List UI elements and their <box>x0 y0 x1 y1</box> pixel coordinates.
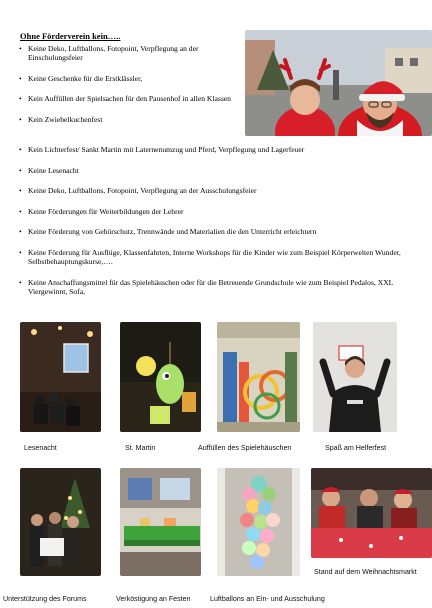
bullet-list-full <box>19 145 419 308</box>
caption-verkoestigung: Verköstigung an Festen <box>116 595 191 603</box>
list-item: • Keine Förderung für Ausflüge, Klassenfahrten, Interne Workshops für die Kinder wie zum Beispiel Körperwelten Wunder, Selbstbehauptungskurse,…. <box>19 248 419 266</box>
list-item: • Keine Anschaffungsmittel für das Spielehäuschen oder für die Betreuende Grundschule wie zum Beispiel Pedalos, XXL Viergewinnt, Sofa, <box>19 278 419 296</box>
caption-spielehaeuschen: Auffüllen des Spielehäuschen <box>198 444 292 452</box>
list-item: • Keine Geschenke für die Erstklässler, <box>19 74 241 83</box>
bullet-list-top <box>19 44 241 136</box>
caption-luftballons: Luftballons an Ein- und Ausschulung <box>210 595 325 603</box>
list-item: • Kein Zwiebelkuchenfest <box>19 115 241 124</box>
list-item: • Keine Deko, Luftballons, Fotopoint, Verpflegung an der Einschulungsfeier <box>19 44 241 62</box>
caption-st-martin: St. Martin <box>125 444 156 452</box>
forum-photo <box>20 468 101 576</box>
list-item: • Keine Deko, Luftballons, Fotopoint, Verpflegung an der Ausschulungsfeier <box>19 186 419 195</box>
list-item: • Kein Lichterfest/ Sankt Martin mit Laternenumzug und Pferd, Verpflegung und Lagerfeuer <box>19 145 419 154</box>
christmas-selfie-photo <box>245 30 432 136</box>
page-heading: Ohne Förderverein kein….. <box>20 31 121 41</box>
caption-lesenacht: Lesenacht <box>24 444 57 452</box>
caption-forum: Unterstützung des Forums <box>3 595 87 603</box>
caption-weihnachtsmarkt: Stand auf dem Weihnachtsmarkt <box>314 568 417 576</box>
helferfest-photo <box>313 322 397 432</box>
list-item: • Keine Lesenacht <box>19 166 419 175</box>
st-martin-photo <box>120 322 201 432</box>
list-item: • Keine Förderungen für Weiterbildungen der Lehrer <box>19 207 419 216</box>
caption-helferfest: Spaß am Helferfest <box>325 444 387 452</box>
verkoestigung-photo <box>120 468 201 576</box>
weihnachtsmarkt-photo <box>311 468 432 558</box>
list-item: • Keine Förderung von Gehörschutz, Trennwände und Materialien die den Unterricht erleichtern <box>19 227 419 236</box>
lesenacht-photo <box>20 322 101 432</box>
list-item: • Kein Auffüllen der Spielsachen für den Pausenhof in allen Klassen <box>19 94 241 103</box>
spielehaeuschen-photo <box>217 322 300 432</box>
luftballons-photo <box>217 468 300 576</box>
